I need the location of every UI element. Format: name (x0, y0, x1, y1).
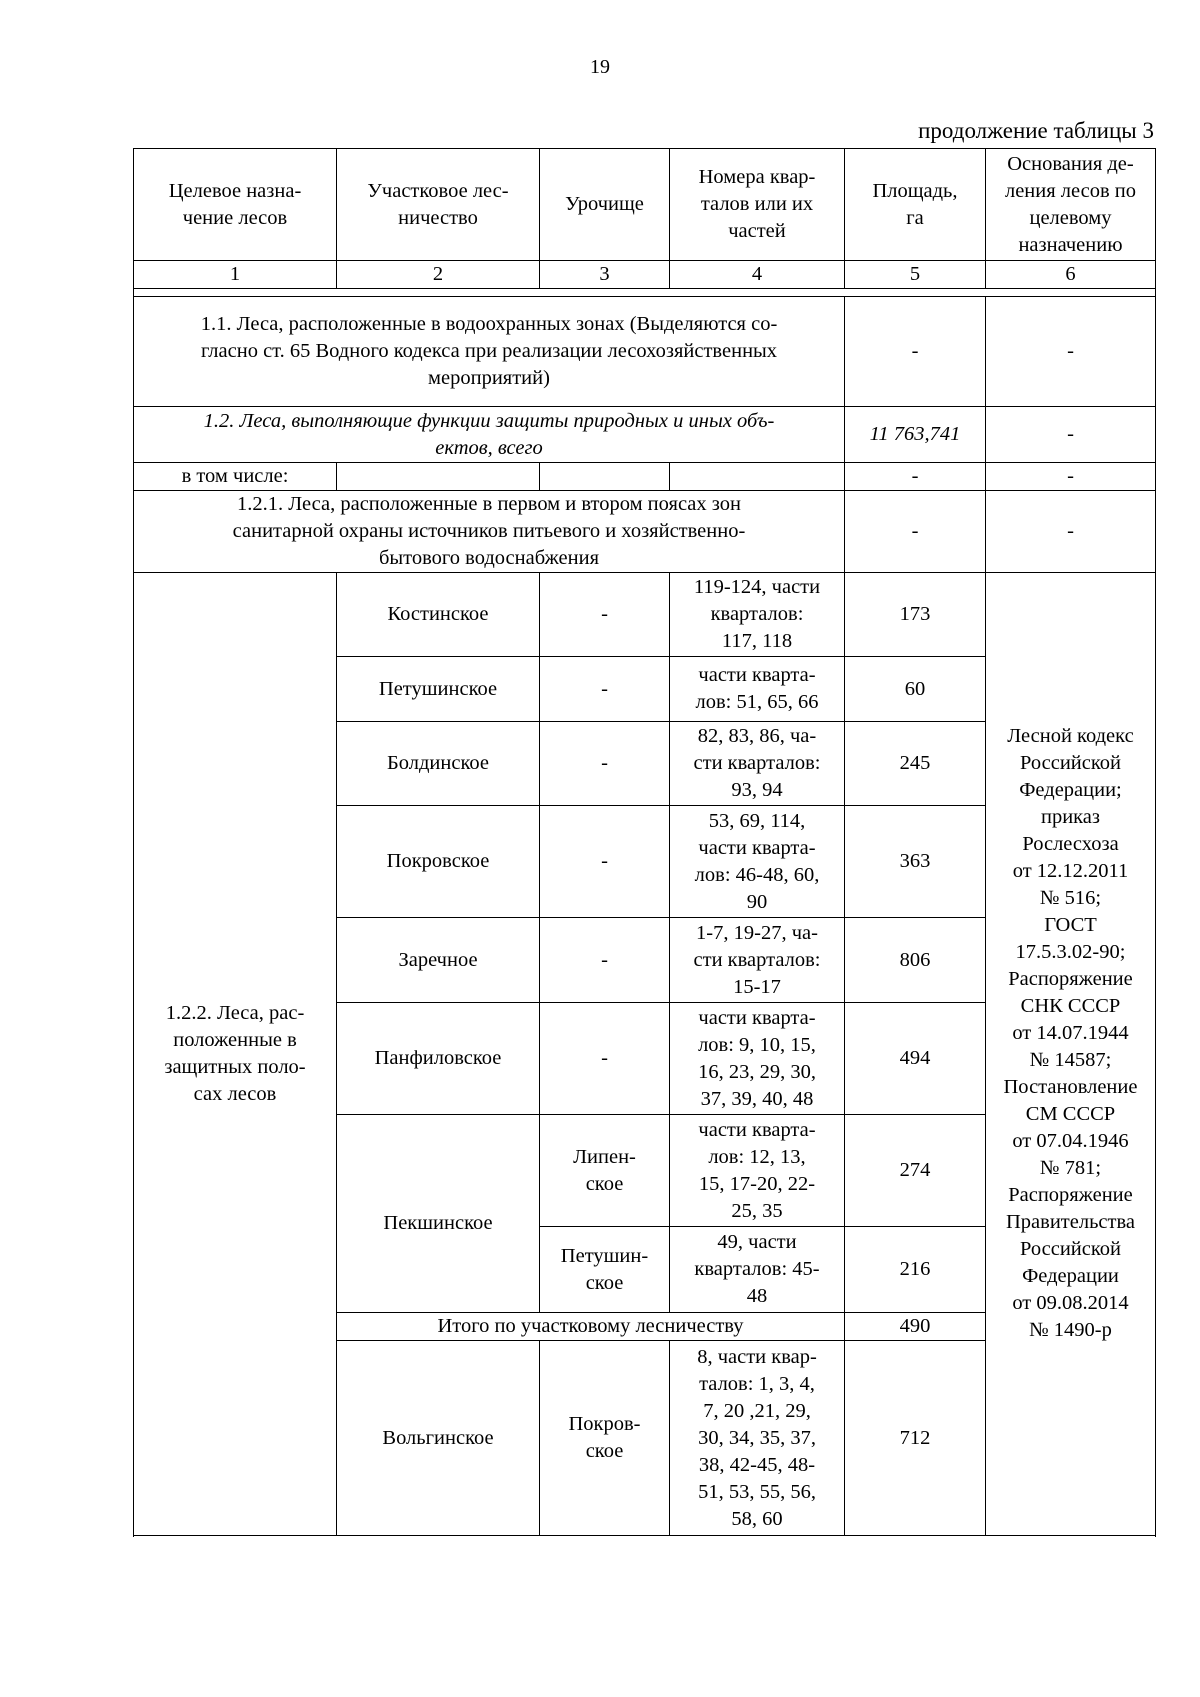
subtotal-label: Итого по участковому лесничеству (337, 1313, 845, 1341)
table-header-row (134, 149, 1156, 261)
area-cell: 216 (845, 1227, 986, 1313)
column-number: 4 (670, 261, 845, 289)
tract-cell: Липен- ское (540, 1115, 670, 1227)
section-1-2-2-basis: Лесной кодекс Российской Федерации; приказ Рослесхоза от 12.12.2011 № 516; ГОСТ 17.5.3.02-90; Распоряжение СНК СССР от 14.07.1944 № 14587; Постановление СМ СССР от 07.04.1946 № 781; Распоряжение Правительства Российской Федерации от 09.08.2014 № 1490-р (986, 573, 1156, 1536)
quarters-cell: части кварта- лов: 51, 65, 66 (670, 657, 845, 722)
tract-cell: Покров- ское (540, 1341, 670, 1536)
district-cell: Болдинское (337, 722, 540, 806)
column-number-row (134, 261, 1156, 289)
header-tract: Урочище (540, 149, 670, 261)
tract-cell: - (540, 573, 670, 657)
tract-cell: - (540, 806, 670, 918)
section-1-2-text: 1.2. Леса, выполняющие функции защиты природных и иных объ- ектов, всего (134, 407, 845, 463)
including-label: в том числе: (134, 463, 337, 491)
quarters-cell: части кварта- лов: 9, 10, 15, 16, 23, 29, 30, 37, 39, 40, 48 (670, 1003, 845, 1115)
quarters-cell: 1-7, 19-27, ча- сти кварталов: 15-17 (670, 918, 845, 1003)
quarters-cell: части кварта- лов: 12, 13, 15, 17-20, 22- 25, 35 (670, 1115, 845, 1227)
including-row (134, 463, 1156, 491)
column-number: 2 (337, 261, 540, 289)
section-1-2-1-row (134, 491, 1156, 573)
separator-row (134, 289, 1156, 297)
tract-cell: - (540, 918, 670, 1003)
page-number: 19 (590, 56, 610, 78)
tract-cell: - (540, 657, 670, 722)
tract-cell: - (540, 722, 670, 806)
area-cell: 494 (845, 1003, 986, 1115)
tract-cell: - (540, 1003, 670, 1115)
district-cell: Петушинское (337, 657, 540, 722)
area-cell: 806 (845, 918, 986, 1003)
district-cell: Пекшинское (337, 1115, 540, 1313)
quarters-cell: 82, 83, 86, ча- сти кварталов: 93, 94 (670, 722, 845, 806)
column-number: 6 (986, 261, 1156, 289)
empty-cell (337, 463, 540, 491)
section-1-2-1-basis: - (986, 491, 1156, 573)
including-area: - (845, 463, 986, 491)
forest-purpose-table (133, 148, 1156, 1536)
section-1-2-1-area: - (845, 491, 986, 573)
header-district: Участковое лес- ничество (337, 149, 540, 261)
empty-cell (540, 463, 670, 491)
district-cell: Заречное (337, 918, 540, 1003)
table-continuation-label: продолжение таблицы 3 (918, 118, 1154, 143)
table-row (134, 573, 1156, 657)
header-purpose: Целевое назна- чение лесов (134, 149, 337, 261)
area-cell: 60 (845, 657, 986, 722)
district-cell: Вольгинское (337, 1341, 540, 1536)
section-1-2-basis: - (986, 407, 1156, 463)
empty-cell (670, 463, 845, 491)
header-basis: Основания де- ления лесов по целевому назначению (986, 149, 1156, 261)
section-1-1-text: 1.1. Леса, расположенные в водоохранных зонах (Выделяются со- гласно ст. 65 Водного кодекса при реализации лесохозяйственных мероприятий) (134, 297, 845, 407)
area-cell: 363 (845, 806, 986, 918)
section-1-2-2-purpose: 1.2.2. Леса, рас- положенные в защитных поло- сах лесов (134, 573, 337, 1536)
quarters-cell: 8, части квар- талов: 1, 3, 4, 7, 20 ,21, 29, 30, 34, 35, 37, 38, 42-45, 48- 51, 53, 55, 56, 58, 60 (670, 1341, 845, 1536)
area-cell: 712 (845, 1341, 986, 1536)
including-basis: - (986, 463, 1156, 491)
area-cell: 173 (845, 573, 986, 657)
section-1-1-area: - (845, 297, 986, 407)
header-area: Площадь, га (845, 149, 986, 261)
column-number: 1 (134, 261, 337, 289)
section-1-2-area: 11 763,741 (845, 407, 986, 463)
district-cell: Костинское (337, 573, 540, 657)
district-cell: Панфиловское (337, 1003, 540, 1115)
column-number: 3 (540, 261, 670, 289)
quarters-cell: 53, 69, 114, части кварта- лов: 46-48, 60, 90 (670, 806, 845, 918)
quarters-cell: 119-124, части кварталов: 117, 118 (670, 573, 845, 657)
column-number: 5 (845, 261, 986, 289)
district-cell: Покровское (337, 806, 540, 918)
area-cell: 245 (845, 722, 986, 806)
tract-cell: Петушин- ское (540, 1227, 670, 1313)
header-quarters: Номера квар- талов или их частей (670, 149, 845, 261)
section-1-1-row (134, 297, 1156, 407)
quarters-cell: 49, части кварталов: 45- 48 (670, 1227, 845, 1313)
subtotal-area: 490 (845, 1313, 986, 1341)
area-cell: 274 (845, 1115, 986, 1227)
section-1-2-row (134, 407, 1156, 463)
section-1-2-1-text: 1.2.1. Леса, расположенные в первом и втором поясах зон санитарной охраны источников питьевого и хозяйственно- бытового водоснабжения (134, 491, 845, 573)
section-1-1-basis: - (986, 297, 1156, 407)
